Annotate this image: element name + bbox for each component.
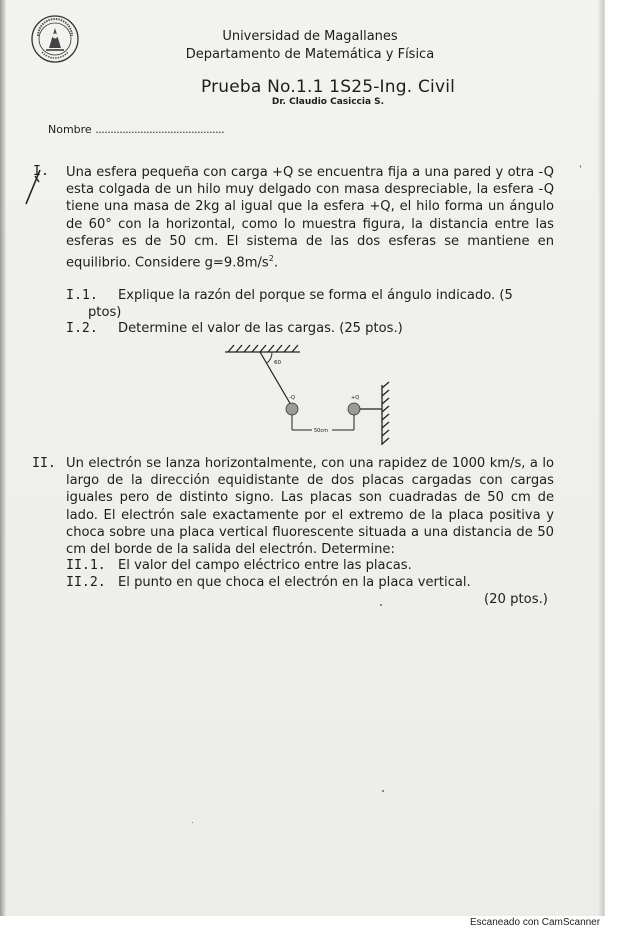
problem-2-points: (20 ptos.) (484, 592, 548, 607)
wall-hatch (382, 382, 389, 445)
question-1-2-text: Determine el valor de las cargas. (25 ptos.) (118, 321, 403, 336)
name-field (48, 123, 224, 136)
problem-2-statement: Un electrón se lanza horizontalmente, con una rapidez de 1000 km/s, a lo largo de la dirección equidistante de dos placas cargadas con cargas iguales pero de distinto signo. Las placas son cuadradas de 50 cm de lado. El electrón sale exactamente por el extremo de la placa positiva y choca sobre una placa vertical fluorescente situada a una distancia de 50 cm del borde de la salida del electrón. Determine: (66, 456, 554, 558)
angle-arc (267, 352, 272, 363)
question-2-2-number: II.2. (66, 575, 106, 590)
name-label: Nombre (48, 123, 92, 136)
scanner-watermark: Escaneado con CamScanner (470, 917, 601, 928)
question-1-2-number: I.2. (66, 321, 98, 336)
problem-1-number: I. (33, 164, 49, 179)
problem-1-exponent: 2 (268, 254, 274, 264)
question-1-1-text: Explique la razón del porque se forma el ángulo indicado. (5 (118, 288, 513, 303)
positive-charge-sphere (348, 403, 360, 415)
angle-label: 60 (274, 360, 281, 366)
university-name: Universidad de Magallanes (222, 29, 398, 44)
page-right-edge-shadow (598, 0, 604, 916)
scan-speck (580, 165, 581, 168)
problem-1-statement (66, 164, 554, 272)
exam-author: Dr. Claudio Casiccia S. (271, 97, 385, 107)
ceiling-hatch (225, 345, 300, 352)
negative-charge-sphere (286, 403, 298, 415)
question-1-1-number: I.1. (66, 288, 98, 303)
negative-charge-label: -Q (289, 395, 295, 401)
scan-speck (382, 790, 384, 792)
name-blank-line: ........................................... (95, 123, 225, 136)
question-1-1-text-cont: ptos) (88, 305, 122, 320)
problem-2-number: II. (32, 456, 56, 471)
scan-speck (380, 604, 382, 606)
question-2-1-text: El valor del campo eléctrico entre las placas. (118, 558, 412, 573)
charges-equilibrium-figure (220, 340, 400, 450)
question-2-2-text: El punto en que choca el electrón en la placa vertical. (118, 575, 471, 590)
question-2-1-number: II.1. (66, 558, 106, 573)
positive-charge-label: +Q (351, 395, 360, 401)
exam-title: Prueba No.1.1 1S25-Ing. Civil (200, 77, 456, 97)
problem-1-text-end: . (273, 255, 278, 271)
scan-speck (192, 822, 193, 823)
department-name: Departamento de Matemática y Física (185, 47, 435, 62)
university-seal-icon (30, 14, 80, 64)
problem-1-text: Una esfera pequeña con carga +Q se encuentra fija a una pared y otra -Q esta colgada de un hilo muy delgado con masa despreciable, la esfera -Q tiene una masa de 2kg al igual que la esfera +Q, el hilo forma un ángulo de 60° con la horizontal, como lo muestra figura, la distancia entre las esferas es de 50 cm. El sistema de las dos esferas se mantiene en equilibrio. Considere g=9.8m/s (66, 165, 554, 271)
page-left-edge-shadow (0, 0, 6, 916)
distance-label: 50cm (314, 428, 328, 434)
